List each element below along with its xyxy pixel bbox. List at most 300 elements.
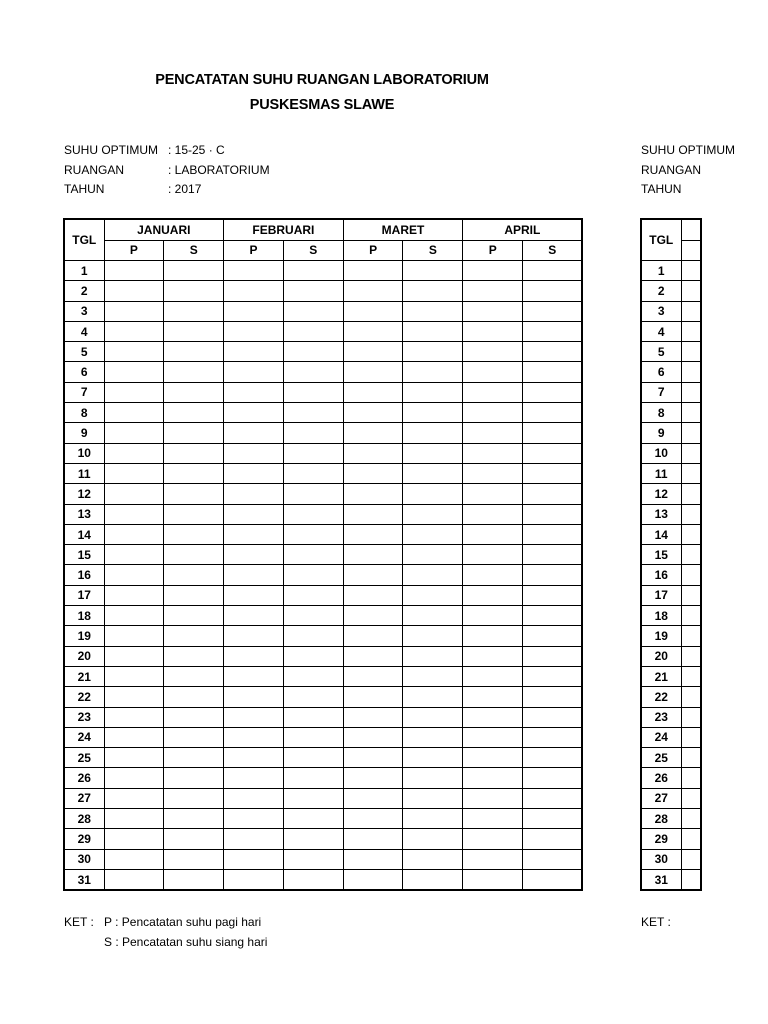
temperature-cell[interactable] (523, 261, 583, 281)
temperature-cell[interactable] (681, 301, 701, 321)
temperature-cell[interactable] (224, 829, 284, 849)
temperature-cell[interactable] (403, 463, 463, 483)
temperature-cell[interactable] (463, 382, 523, 402)
temperature-cell[interactable] (104, 626, 164, 646)
table-row (64, 443, 582, 463)
temperature-cell[interactable] (283, 342, 343, 362)
temperature-cell[interactable] (343, 768, 403, 788)
temperature-cell[interactable] (681, 362, 701, 382)
temperature-cell[interactable] (104, 849, 164, 869)
temperature-cell[interactable] (403, 443, 463, 463)
info-value: : 2017 (168, 182, 202, 196)
temperature-cell[interactable] (104, 809, 164, 829)
temperature-cell[interactable] (224, 301, 284, 321)
temperature-cell[interactable] (343, 606, 403, 626)
temperature-cell[interactable] (164, 849, 224, 869)
temperature-cell[interactable] (164, 423, 224, 443)
temperature-cell[interactable] (164, 484, 224, 504)
temperature-cell[interactable] (681, 666, 701, 686)
temperature-cell[interactable] (523, 403, 583, 423)
temperature-cell[interactable] (681, 626, 701, 646)
temperature-cell[interactable] (283, 403, 343, 423)
temperature-cell[interactable] (463, 565, 523, 585)
temperature-cell[interactable] (681, 565, 701, 585)
temperature-cell[interactable] (283, 849, 343, 869)
temperature-cell[interactable] (523, 748, 583, 768)
temperature-cell[interactable] (164, 687, 224, 707)
temperature-cell[interactable] (283, 727, 343, 747)
temperature-cell[interactable] (523, 382, 583, 402)
temperature-cell[interactable] (283, 809, 343, 829)
temperature-cell[interactable] (523, 342, 583, 362)
temperature-cell[interactable] (104, 342, 164, 362)
temperature-cell[interactable] (403, 382, 463, 402)
temperature-cell[interactable] (681, 809, 701, 829)
day-number: 24 (64, 727, 104, 747)
temperature-cell[interactable] (523, 585, 583, 605)
temperature-cell[interactable] (403, 261, 463, 281)
temperature-cell[interactable] (164, 748, 224, 768)
temperature-cell[interactable] (343, 524, 403, 544)
temperature-cell[interactable] (164, 321, 224, 341)
temperature-cell[interactable] (343, 342, 403, 362)
temperature-cell[interactable] (224, 687, 284, 707)
temperature-cell[interactable] (164, 443, 224, 463)
temperature-cell[interactable] (283, 443, 343, 463)
temperature-cell[interactable] (224, 403, 284, 423)
temperature-cell[interactable] (224, 504, 284, 524)
temperature-cell[interactable] (523, 869, 583, 890)
temperature-cell[interactable] (343, 504, 403, 524)
temperature-cell[interactable] (403, 788, 463, 808)
temperature-cell[interactable] (343, 666, 403, 686)
temperature-cell[interactable] (164, 281, 224, 301)
temperature-cell[interactable] (523, 646, 583, 666)
temperature-cell[interactable] (343, 301, 403, 321)
temperature-cell[interactable] (681, 687, 701, 707)
temperature-cell[interactable] (463, 809, 523, 829)
temperature-cell[interactable] (523, 362, 583, 382)
temperature-cell[interactable] (104, 362, 164, 382)
temperature-cell[interactable] (104, 382, 164, 402)
temperature-cell[interactable] (104, 261, 164, 281)
temperature-cell[interactable] (523, 321, 583, 341)
temperature-cell[interactable] (403, 585, 463, 605)
temperature-cell[interactable] (224, 382, 284, 402)
temperature-cell[interactable] (283, 301, 343, 321)
day-number: 26 (64, 768, 104, 788)
temperature-cell[interactable] (403, 301, 463, 321)
temperature-cell[interactable] (343, 585, 403, 605)
temperature-cell[interactable] (164, 788, 224, 808)
temperature-cell[interactable] (283, 768, 343, 788)
temperature-cell[interactable] (681, 463, 701, 483)
temperature-cell[interactable] (283, 504, 343, 524)
temperature-cell[interactable] (463, 606, 523, 626)
temperature-cell[interactable] (343, 382, 403, 402)
temperature-cell[interactable] (463, 687, 523, 707)
temperature-cell[interactable] (681, 423, 701, 443)
temperature-cell[interactable] (403, 849, 463, 869)
temperature-cell[interactable] (463, 261, 523, 281)
temperature-cell[interactable] (164, 342, 224, 362)
temperature-cell[interactable] (403, 565, 463, 585)
temperature-cell[interactable] (283, 707, 343, 727)
temperature-cell[interactable] (224, 727, 284, 747)
temperature-cell[interactable] (283, 687, 343, 707)
temperature-cell[interactable] (343, 423, 403, 443)
temperature-cell[interactable] (463, 524, 523, 544)
temperature-cell[interactable] (403, 707, 463, 727)
temperature-cell[interactable] (523, 788, 583, 808)
day-number: 17 (64, 585, 104, 605)
temperature-cell[interactable] (523, 545, 583, 565)
temperature-cell[interactable] (403, 504, 463, 524)
temperature-cell[interactable] (224, 849, 284, 869)
temperature-cell[interactable] (681, 869, 701, 890)
temperature-cell[interactable] (104, 646, 164, 666)
temperature-cell[interactable] (523, 463, 583, 483)
temperature-cell[interactable] (343, 748, 403, 768)
temperature-cell[interactable] (343, 646, 403, 666)
temperature-cell[interactable] (523, 423, 583, 443)
temperature-cell[interactable] (523, 606, 583, 626)
temperature-cell[interactable] (343, 484, 403, 504)
temperature-cell[interactable] (403, 484, 463, 504)
info-row-suhu (64, 141, 270, 161)
temperature-cell[interactable] (463, 403, 523, 423)
month-header-februari: FEBRUARI (224, 219, 344, 240)
temperature-cell[interactable] (164, 545, 224, 565)
temperature-cell[interactable] (403, 687, 463, 707)
temperature-cell[interactable] (403, 768, 463, 788)
temperature-cell[interactable] (463, 443, 523, 463)
temperature-cell[interactable] (104, 545, 164, 565)
temperature-cell[interactable] (164, 565, 224, 585)
table-row (64, 788, 582, 808)
temperature-cell[interactable] (681, 748, 701, 768)
temperature-cell[interactable] (164, 646, 224, 666)
temperature-cell[interactable] (283, 545, 343, 565)
temperature-cell[interactable] (343, 849, 403, 869)
temperature-cell[interactable] (104, 524, 164, 544)
temperature-cell[interactable] (283, 524, 343, 544)
temperature-cell[interactable] (224, 788, 284, 808)
temperature-cell[interactable] (463, 504, 523, 524)
temperature-cell[interactable] (463, 626, 523, 646)
temperature-cell[interactable] (681, 321, 701, 341)
temperature-cell[interactable] (164, 403, 224, 423)
temperature-cell[interactable] (283, 261, 343, 281)
temperature-cell[interactable] (224, 484, 284, 504)
temperature-cell[interactable] (283, 748, 343, 768)
temperature-cell[interactable] (224, 666, 284, 686)
temperature-cell[interactable] (403, 606, 463, 626)
temperature-cell[interactable] (463, 768, 523, 788)
temperature-cell[interactable] (681, 281, 701, 301)
temperature-cell[interactable] (104, 666, 164, 686)
temperature-cell[interactable] (283, 666, 343, 686)
temperature-cell[interactable] (523, 707, 583, 727)
temperature-cell[interactable] (283, 788, 343, 808)
temperature-cell[interactable] (224, 626, 284, 646)
temperature-cell[interactable] (283, 565, 343, 585)
temperature-cell[interactable] (283, 484, 343, 504)
temperature-cell[interactable] (104, 727, 164, 747)
temperature-cell[interactable] (343, 321, 403, 341)
temperature-cell[interactable] (343, 403, 403, 423)
temperature-log-table-next-page (640, 218, 702, 891)
temperature-cell[interactable] (403, 362, 463, 382)
temperature-cell[interactable] (164, 829, 224, 849)
temperature-cell[interactable] (523, 565, 583, 585)
day-number: 19 (64, 626, 104, 646)
temperature-cell[interactable] (343, 727, 403, 747)
temperature-cell[interactable] (224, 261, 284, 281)
temperature-cell[interactable] (164, 585, 224, 605)
temperature-cell[interactable] (283, 829, 343, 849)
temperature-cell[interactable] (403, 524, 463, 544)
temperature-cell[interactable] (523, 768, 583, 788)
temperature-cell[interactable] (343, 809, 403, 829)
temperature-cell[interactable] (463, 545, 523, 565)
temperature-cell[interactable] (523, 443, 583, 463)
table-row (641, 382, 701, 402)
temperature-cell[interactable] (104, 504, 164, 524)
table-row (64, 829, 582, 849)
temperature-cell[interactable] (523, 727, 583, 747)
temperature-cell[interactable] (403, 342, 463, 362)
tgl-header: TGL (641, 219, 681, 261)
temperature-cell[interactable] (283, 626, 343, 646)
temperature-cell[interactable] (681, 545, 701, 565)
temperature-cell[interactable] (104, 869, 164, 890)
temperature-cell[interactable] (523, 666, 583, 686)
temperature-cell[interactable] (164, 666, 224, 686)
temperature-cell[interactable] (523, 504, 583, 524)
temperature-cell[interactable] (104, 281, 164, 301)
temperature-cell[interactable] (681, 484, 701, 504)
table-row (641, 321, 701, 341)
temperature-cell[interactable] (403, 809, 463, 829)
day-number: 3 (641, 301, 681, 321)
temperature-cell[interactable] (681, 342, 701, 362)
day-number: 19 (641, 626, 681, 646)
temperature-cell[interactable] (681, 504, 701, 524)
temperature-cell[interactable] (104, 423, 164, 443)
temperature-cell[interactable] (523, 524, 583, 544)
temperature-cell[interactable] (283, 463, 343, 483)
temperature-cell[interactable] (343, 443, 403, 463)
temperature-cell[interactable] (463, 281, 523, 301)
temperature-cell[interactable] (681, 261, 701, 281)
temperature-cell[interactable] (283, 585, 343, 605)
temperature-cell[interactable] (463, 321, 523, 341)
temperature-cell[interactable] (104, 403, 164, 423)
temperature-cell[interactable] (403, 869, 463, 890)
temperature-cell[interactable] (283, 423, 343, 443)
temperature-cell[interactable] (104, 321, 164, 341)
temperature-cell[interactable] (463, 849, 523, 869)
temperature-cell[interactable] (224, 443, 284, 463)
temperature-cell[interactable] (523, 484, 583, 504)
temperature-cell[interactable] (463, 869, 523, 890)
temperature-cell[interactable] (164, 362, 224, 382)
temperature-cell[interactable] (463, 788, 523, 808)
temperature-cell[interactable] (681, 849, 701, 869)
temperature-cell[interactable] (343, 463, 403, 483)
temperature-cell[interactable] (283, 321, 343, 341)
temperature-cell[interactable] (164, 727, 224, 747)
temperature-cell[interactable] (343, 788, 403, 808)
temperature-cell[interactable] (463, 829, 523, 849)
day-number: 8 (64, 403, 104, 423)
temperature-cell[interactable] (224, 524, 284, 544)
temperature-cell[interactable] (343, 687, 403, 707)
temperature-cell[interactable] (681, 788, 701, 808)
temperature-cell[interactable] (104, 463, 164, 483)
temperature-cell[interactable] (104, 606, 164, 626)
temperature-cell[interactable] (164, 606, 224, 626)
temperature-cell[interactable] (283, 281, 343, 301)
temperature-cell[interactable] (463, 423, 523, 443)
temperature-cell[interactable] (224, 281, 284, 301)
temperature-cell[interactable] (283, 606, 343, 626)
temperature-cell[interactable] (283, 869, 343, 890)
temperature-cell[interactable] (523, 809, 583, 829)
temperature-cell[interactable] (681, 606, 701, 626)
temperature-cell[interactable] (283, 646, 343, 666)
temperature-cell[interactable] (104, 768, 164, 788)
temperature-cell[interactable] (463, 301, 523, 321)
temperature-cell[interactable] (164, 869, 224, 890)
temperature-cell[interactable] (224, 545, 284, 565)
temperature-cell[interactable] (463, 727, 523, 747)
temperature-cell[interactable] (463, 585, 523, 605)
temperature-cell[interactable] (463, 646, 523, 666)
temperature-cell[interactable] (523, 849, 583, 869)
temperature-cell[interactable] (104, 707, 164, 727)
temperature-cell[interactable] (224, 585, 284, 605)
temperature-cell[interactable] (104, 443, 164, 463)
temperature-cell[interactable] (403, 321, 463, 341)
temperature-cell[interactable] (403, 626, 463, 646)
temperature-cell[interactable] (343, 829, 403, 849)
temperature-cell[interactable] (224, 565, 284, 585)
temperature-cell[interactable] (164, 463, 224, 483)
temperature-cell[interactable] (681, 443, 701, 463)
temperature-cell[interactable] (343, 362, 403, 382)
temperature-cell[interactable] (224, 423, 284, 443)
temperature-cell[interactable] (523, 281, 583, 301)
temperature-cell[interactable] (463, 748, 523, 768)
temperature-cell[interactable] (224, 869, 284, 890)
temperature-cell[interactable] (681, 646, 701, 666)
temperature-cell[interactable] (224, 342, 284, 362)
temperature-cell[interactable] (164, 382, 224, 402)
temperature-cell[interactable] (164, 626, 224, 646)
temperature-cell[interactable] (463, 342, 523, 362)
temperature-cell[interactable] (403, 829, 463, 849)
temperature-cell[interactable] (403, 403, 463, 423)
temperature-cell[interactable] (463, 463, 523, 483)
temperature-cell[interactable] (403, 727, 463, 747)
temperature-cell[interactable] (164, 301, 224, 321)
temperature-cell[interactable] (681, 403, 701, 423)
temperature-cell[interactable] (463, 362, 523, 382)
temperature-cell[interactable] (463, 484, 523, 504)
temperature-cell[interactable] (343, 545, 403, 565)
temperature-cell[interactable] (681, 524, 701, 544)
temperature-cell[interactable] (403, 646, 463, 666)
table-row (641, 423, 701, 443)
temperature-cell[interactable] (104, 301, 164, 321)
temperature-cell[interactable] (343, 869, 403, 890)
temperature-cell[interactable] (681, 585, 701, 605)
temperature-cell[interactable] (283, 382, 343, 402)
temperature-cell[interactable] (681, 707, 701, 727)
temperature-cell[interactable] (224, 606, 284, 626)
temperature-cell[interactable] (104, 687, 164, 707)
temperature-cell[interactable] (681, 829, 701, 849)
temperature-cell[interactable] (224, 748, 284, 768)
temperature-cell[interactable] (164, 768, 224, 788)
temperature-cell[interactable] (681, 768, 701, 788)
temperature-cell[interactable] (403, 666, 463, 686)
temperature-cell[interactable] (343, 565, 403, 585)
sub-header-p: P (463, 240, 523, 261)
temperature-cell[interactable] (104, 829, 164, 849)
temperature-cell[interactable] (164, 809, 224, 829)
temperature-cell[interactable] (523, 626, 583, 646)
temperature-cell[interactable] (164, 504, 224, 524)
temperature-cell[interactable] (523, 687, 583, 707)
temperature-cell[interactable] (343, 261, 403, 281)
temperature-cell[interactable] (164, 261, 224, 281)
temperature-cell[interactable] (224, 321, 284, 341)
temperature-cell[interactable] (523, 301, 583, 321)
temperature-cell[interactable] (403, 545, 463, 565)
temperature-cell[interactable] (224, 463, 284, 483)
temperature-cell[interactable] (463, 666, 523, 686)
day-number: 21 (64, 666, 104, 686)
temperature-cell[interactable] (343, 281, 403, 301)
temperature-cell[interactable] (224, 707, 284, 727)
temperature-cell[interactable] (104, 585, 164, 605)
temperature-cell[interactable] (283, 362, 343, 382)
temperature-cell[interactable] (104, 788, 164, 808)
temperature-cell[interactable] (403, 748, 463, 768)
temperature-cell[interactable] (224, 362, 284, 382)
temperature-cell[interactable] (681, 727, 701, 747)
temperature-cell[interactable] (164, 524, 224, 544)
temperature-cell[interactable] (403, 423, 463, 443)
temperature-cell[interactable] (523, 829, 583, 849)
temperature-cell[interactable] (104, 484, 164, 504)
temperature-cell[interactable] (224, 646, 284, 666)
temperature-cell[interactable] (224, 809, 284, 829)
temperature-cell[interactable] (164, 707, 224, 727)
temperature-cell[interactable] (104, 748, 164, 768)
temperature-cell[interactable] (463, 707, 523, 727)
temperature-cell[interactable] (681, 382, 701, 402)
temperature-cell[interactable] (403, 281, 463, 301)
day-number: 25 (641, 748, 681, 768)
temperature-cell[interactable] (224, 768, 284, 788)
temperature-cell[interactable] (343, 626, 403, 646)
temperature-cell[interactable] (343, 707, 403, 727)
temperature-cell[interactable] (104, 565, 164, 585)
